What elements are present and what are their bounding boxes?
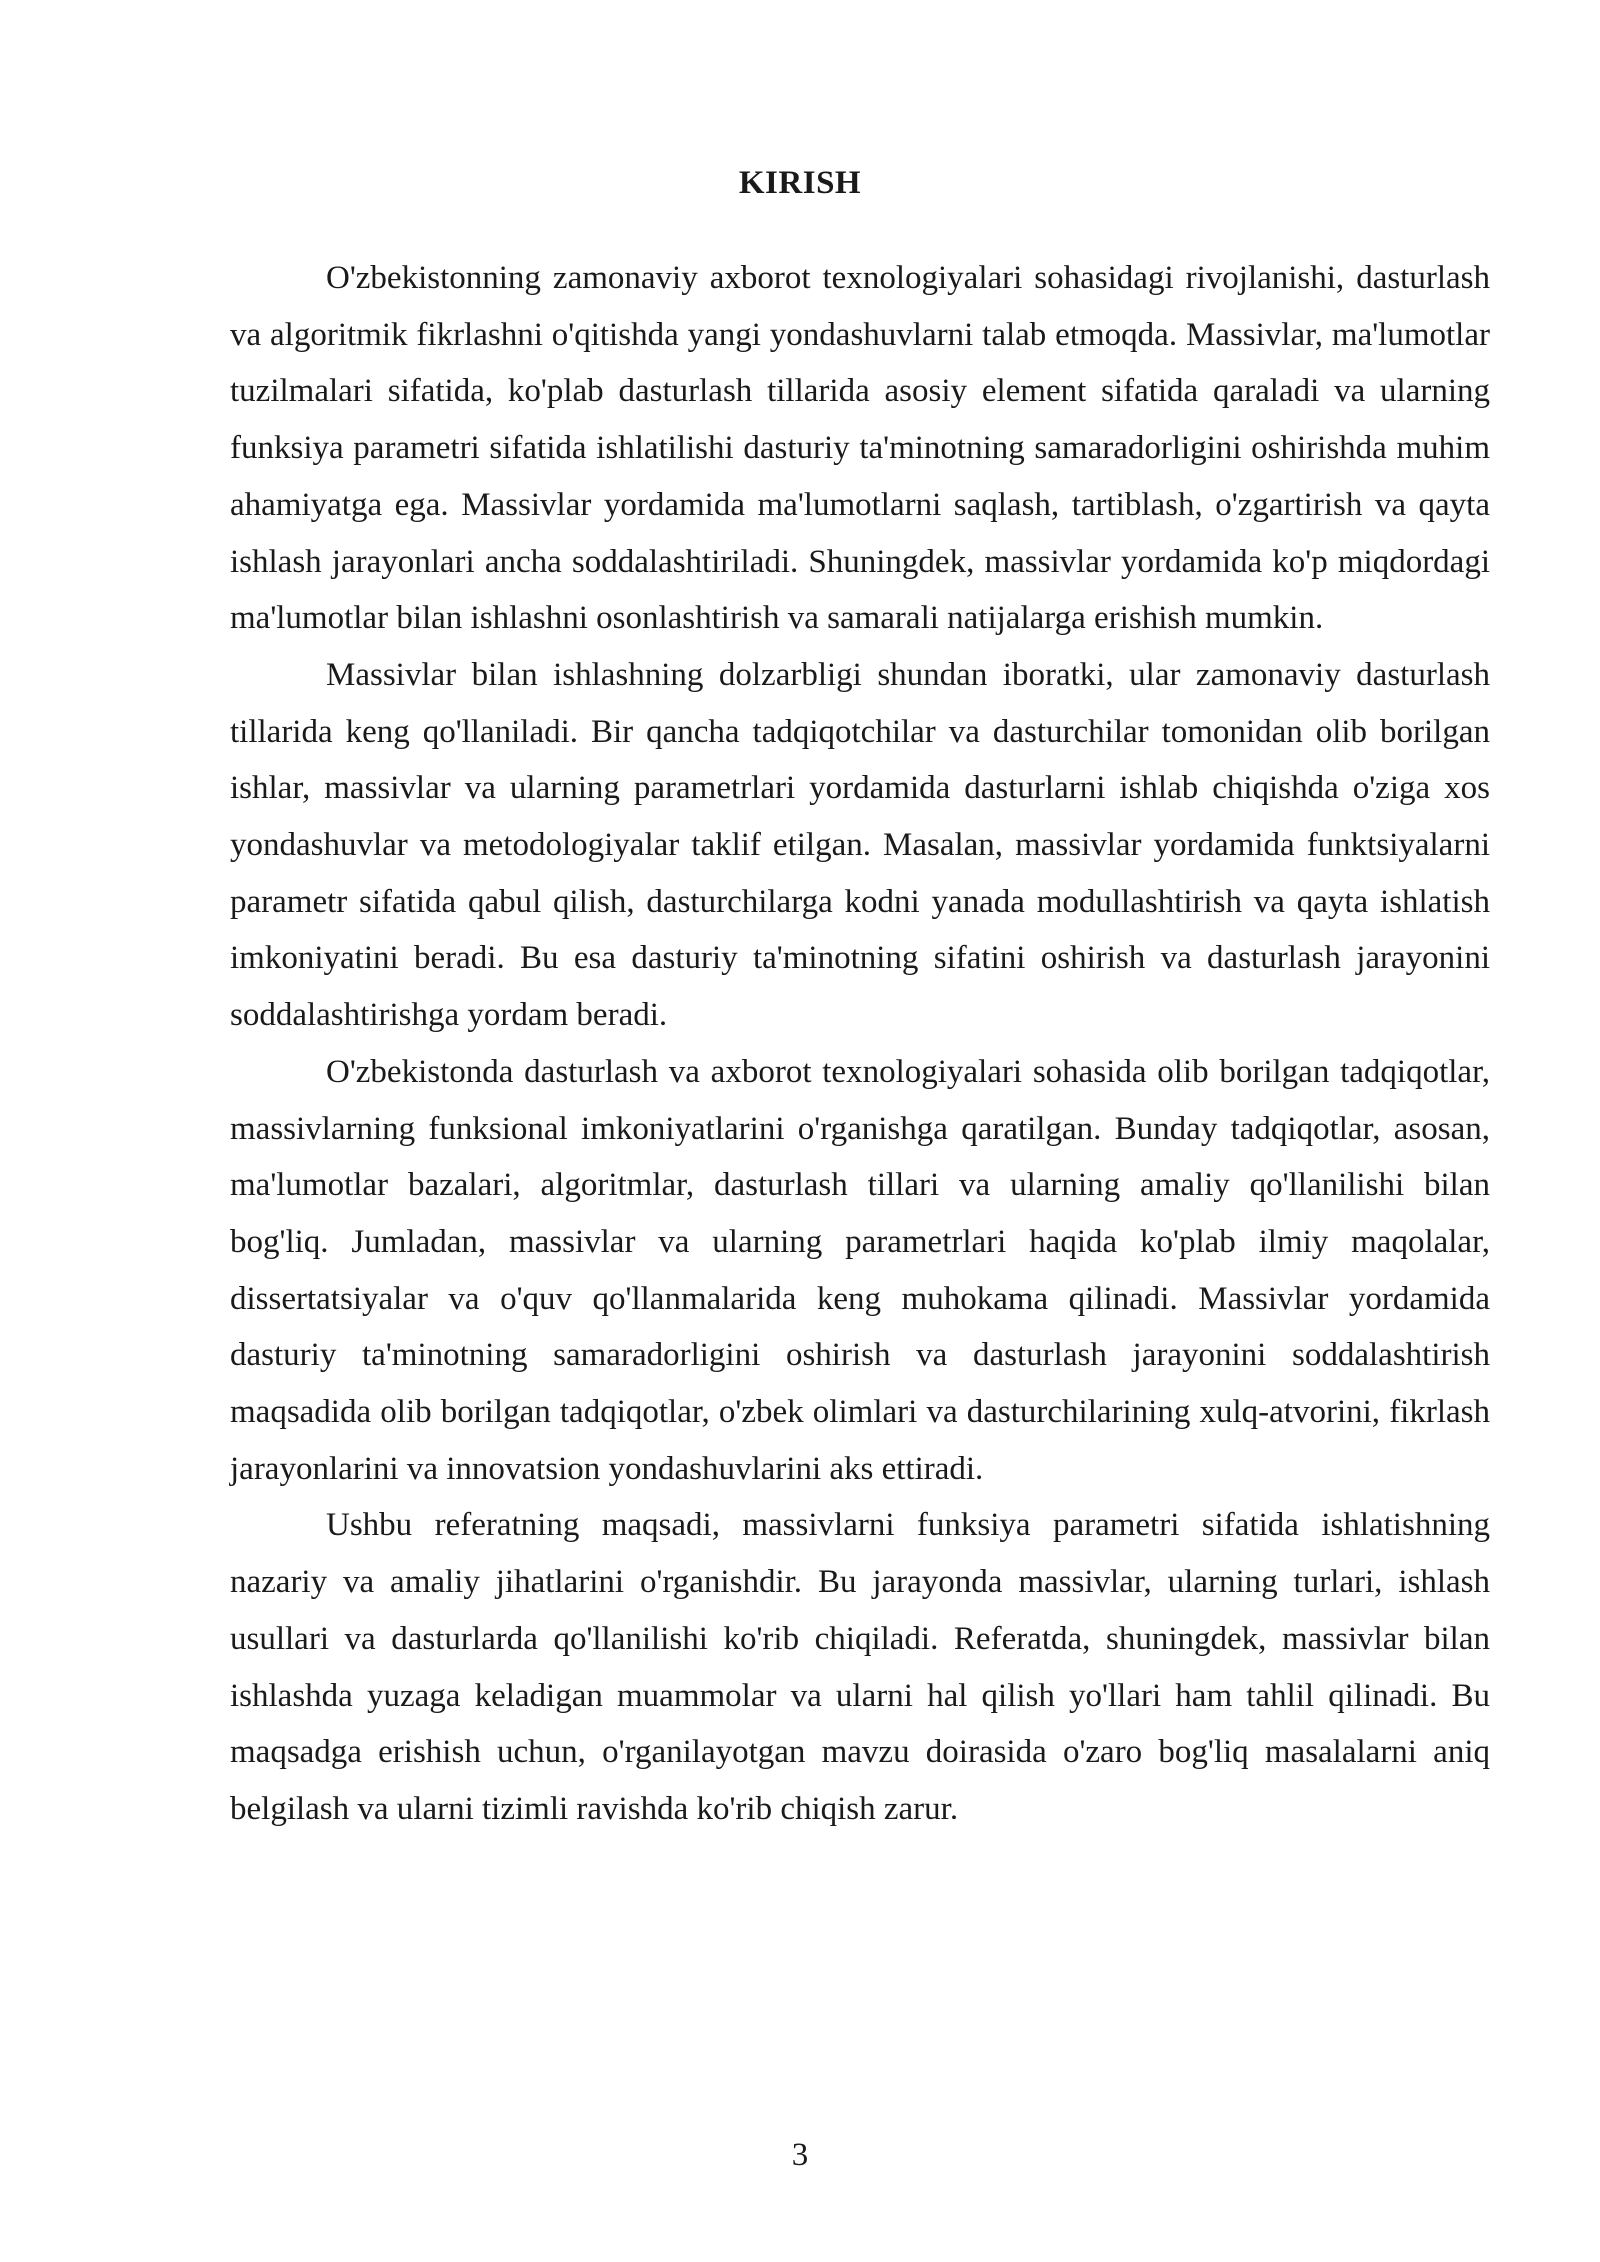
page-number: 3	[791, 2137, 809, 2173]
paragraph-2: Massivlar bilan ishlashning dolzarbligi shundan iboratki, ular zamonaviy dasturlash tillarida keng qo'llaniladi. Bir qancha tadqiqotchilar va dasturchilar tomonidan olib borilgan ishlar, massivlar va ularning parametrlari yordamida dasturlarni ishlab chiqishda o'ziga xos yondashuvlar va metodologiyalar taklif etilgan. Masalan, massivlar yordamida funktsiyalarni parametr sifatida qabul qilish, dasturchilarga kodni yanada modullashtirish va qayta ishlatish imkoniyatini beradi. Bu esa dasturiy ta'minotning sifatini oshirish va dasturlash jarayonini soddalashtirishga yordam beradi.	[230, 656, 1490, 1034]
paragraph-1: O'zbekistonning zamonaviy axborot texnologiyalari sohasidagi rivojlanishi, dasturlash va algoritmik fikrlashni o'qitishda yangi yondashuvlarni talab etmoqda. Massivlar, ma'lumotlar tuzilmalari sifatida, ko'plab dasturlash tillarida asosiy element sifatida qaraladi va ularning funksiya parametri sifatida ishlatilishi dasturiy ta'minotning samaradorligini oshirishda muhim ahamiyatga ega. Massivlar yordamida ma'lumotlarni saqlash, tartiblash, o'zgartirish va qayta ishlash jarayonlari ancha soddalashtiriladi. Shuningdek, massivlar yordamida ko'p miqdordagi ma'lumotlar bilan ishlashni osonlashtirish va samarali natijalarga erishish mumkin.	[230, 260, 1490, 637]
section-title: KIRISH	[738, 165, 862, 201]
paragraph-3: O'zbekistonda dasturlash va axborot texnologiyalari sohasida olib borilgan tadqiqotlar, massivlarning funksional imkoniyatlarini o'rganishga qaratilgan. Bunday tadqiqotlar, asosan, ma'lumotlar bazalari, algoritmlar, dasturlash tillari va ularning amaliy qo'llanilishi bilan bog'liq. Jumladan, massivlar va ularning parametrlari haqida ko'plab ilmiy maqolalar, dissertatsiyalar va o'quv qo'llanmalarida keng muhokama qilinadi. Massivlar yordamida dasturiy ta'minotning samaradorligini oshirish va dasturlash jarayonini soddalashtirish maqsadida olib borilgan tadqiqotlar, o'zbek olimlari va dasturchilarining xulq-atvorini, fikrlash jarayonlarini va innovatsion yondashuvlarini aks ettiradi.	[230, 1053, 1490, 1487]
body-text	[230, 250, 1490, 1838]
paragraph-4: Ushbu referatning maqsadi, massivlarni funksiya parametri sifatida ishlatishning nazariy va amaliy jihatlarini o'rganishdir. Bu jarayonda massivlar, ularning turlari, ishlash usullari va dasturlarda qo'llanilishi ko'rib chiqiladi. Referatda, shuningdek, massivlar bilan ishlashda yuzaga keladigan muammolar va ularni hal qilish yo'llari ham tahlil qilinadi. Bu maqsadga erishish uchun, o'rganilayotgan mavzu doirasida o'zaro bog'liq masalalarni aniq belgilash va ularni tizimli ravishda ko'rib chiqish zarur.	[230, 1507, 1490, 1827]
